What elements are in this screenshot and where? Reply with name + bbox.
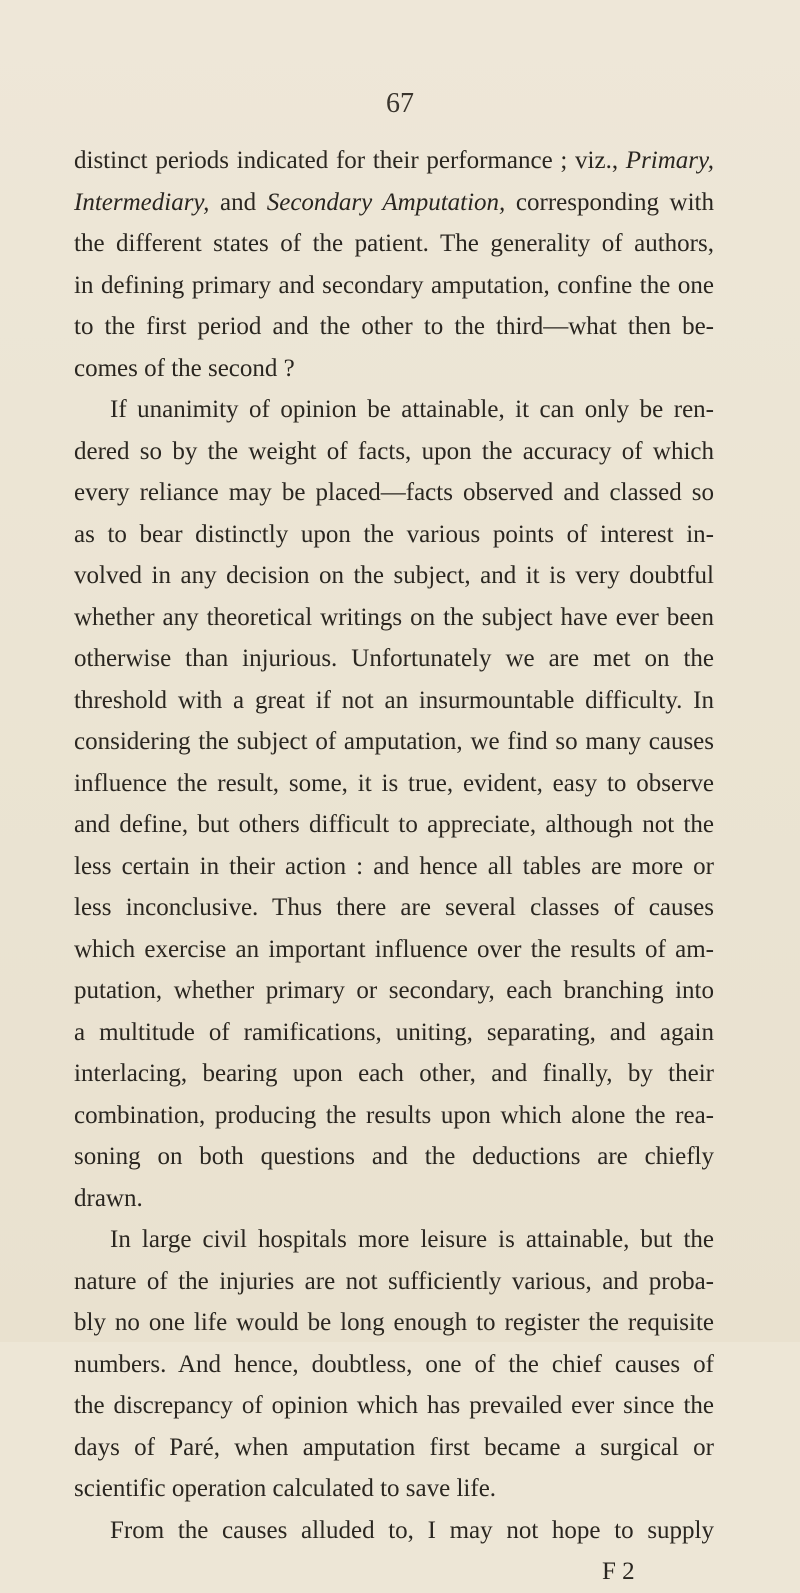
text-line-20: which exercise an important influence over the results of am- (74, 935, 714, 963)
text-line-18: less certain in their action : and hence all tables are more or (74, 852, 714, 880)
text-line-1-roman: distinct periods indicated for their performance ; viz., (74, 147, 626, 174)
signature-mark: F 2 (602, 1558, 635, 1585)
text-line-16: influence the result, some, it is true, evident, easy to observe (74, 769, 714, 797)
italic-secondary-amputation: Secondary Amputation, (266, 188, 506, 216)
text-line-27: In large civil hospitals more leisure is attainable, but the (110, 1226, 714, 1253)
text-line-5: to the first period and the other to the third—what then be- (74, 313, 714, 340)
text-line-24: combination, producing the results upon which alone the rea- (74, 1101, 714, 1129)
page-number: 67 (386, 88, 414, 119)
text-line-7: If unanimity of opinion be attainable, it can only be ren- (110, 396, 714, 423)
text-line-8: dered so by the weight of facts, upon the accuracy of which (74, 437, 714, 465)
text-line-34: From the causes alluded to, I may not hope to supply (110, 1516, 714, 1544)
text-line-28: nature of the injuries are not sufficiently various, and proba- (74, 1267, 714, 1295)
text-line-29: bly no one life would be long enough to register the requisite (74, 1309, 714, 1336)
text-line-30: numbers. And hence, doubtless, one of the chief causes of (74, 1350, 714, 1378)
text-line-26: drawn. (74, 1184, 143, 1212)
text-line-4: in defining primary and secondary amputation, confine the one (74, 271, 714, 299)
text-line-32: days of Paré, when amputation first became a surgical or (74, 1433, 714, 1461)
text-line-9: every reliance may be placed—facts observed and classed so (74, 479, 714, 506)
italic-intermediary: Intermediary, (74, 188, 210, 216)
text-line-22: a multitude of ramifications, uniting, separating, and again (74, 1018, 714, 1046)
text-line-21: putation, whether primary or secondary, each branching into (74, 977, 714, 1004)
text-line-31: the discrepancy of opinion which has prevailed ever since the (74, 1392, 714, 1419)
text-line-2-tail: corresponding with (505, 188, 714, 216)
text-line-15: considering the subject of amputation, we find so many causes (74, 728, 714, 755)
text-line-23: interlacing, bearing upon each other, and finally, by their (74, 1060, 714, 1087)
text-line-12: whether any theoretical writings on the subject have ever been (74, 603, 714, 631)
text-line-1 (74, 140, 714, 182)
text-line-19: less inconclusive. Thus there are several classes of causes (74, 894, 714, 921)
text-line-17: and define, but others difficult to appreciate, although not the (74, 811, 714, 838)
text-line-14: threshold with a great if not an insurmountable difficulty. In (74, 686, 714, 714)
text-line-33: scientific operation calculated to save life. (74, 1475, 497, 1502)
text-line-11: volved in any decision on the subject, and it is very doubtful (74, 562, 714, 589)
text-line-2-and: and (209, 188, 267, 216)
text-line-25: soning on both questions and the deductions are chiefly (74, 1143, 714, 1170)
italic-primary: Primary, (625, 147, 714, 174)
body-text (74, 140, 714, 1593)
text-line-13: otherwise than injurious. Unfortunately we are met on the (74, 645, 714, 672)
text-line-2 (74, 182, 714, 224)
text-line-10: as to bear distinctly upon the various points of interest in- (74, 520, 714, 548)
text-line-6: comes of the second ? (74, 354, 295, 382)
text-line-3: the different states of the patient. The generality of authors, (74, 230, 714, 257)
